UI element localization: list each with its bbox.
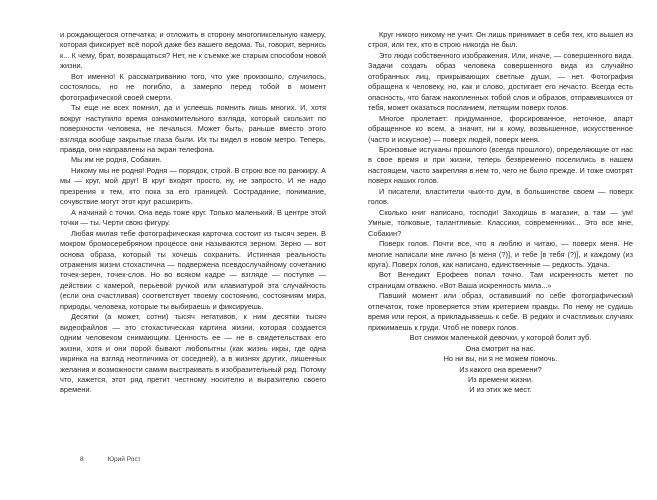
left-page [60,30,326,396]
right-paragraph-4: Бронзовые истуканы прошлого (всегда прошлого), определяющие от нас в свое время и при жизни, теперь безвременно поселились в нашем настоящем, часто закрепляя в нем то, чего не было прежде. И тоже смотрят поверх наших голов. [368,144,633,186]
page-footer [80,456,141,463]
poem-line-2: Она смотрит на нас. [465,343,536,353]
left-paragraph-1: и рождающегося отпечатка; и отложить в сторону многопиксельную камеру, которая фиксирует всё порой даже без вашего ведома. Ты, говорит, вернись к... К чему, брат, возвращаться? Нет, не к съемке же старым способом новой жизни. [60,30,326,71]
right-paragraph-7: Поверх голов. Почти все, что я люблю и читаю, — поверх меня. Не многие написали мне лично [в меня (?)], и тебе [в тебя (?)], и каждому (из круга). Поверх голов, как написано, единственные — редкость. Удача. [368,239,633,269]
poem-line-5: Из времени жизни. [467,374,534,384]
right-page [368,30,633,396]
right-paragraph-2: Это люди собственного изображения. Или, иначе, — совершенного вида. Задачи создать образ человека совершенного вида из случайно отобранных лиц, прикрывающих светлые души, — нет. Фотография обращена к человеку, но, как и слово, достигает его нечасто. Всегда есть опасность, что багаж накопленных тобой слов и образов, отправившихся от тебя, может оказаться посланием, летящим поверх голов. [368,50,633,113]
right-paragraph-6: Сколько книг написано, господи! Заходишь в магазин, а там — ум! Умные, толковые, талантливые. Классики, современники... Это все мне, Собакин? [368,207,633,238]
right-paragraph-3: Многое пролетает: придуманное, форсированное, неточное, апарт обращенное ко всем, а значит, ни к кому, возвышенное, искусственное (часто и искусное) — поверх людей, поверх меня. [368,113,633,144]
left-paragraph-6: А начинай с точки. Она ведь тоже круг. Только маленький. В центре этой точки — ты. Черти свою фигуру. [60,207,326,228]
left-paragraph-2: Вот именно! К рассматриванию того, что уже произошло, случилось, состоялось, но не погибло, а замерло перед тобой в момент фотографической своей смерти. [60,71,326,102]
right-paragraph-9: Павший момент или образ, оставивший по себе фотографический отпечаток, тоже проверяется этим критерием правды. По нему не судишь время или героя, а прикладываешь к себе. В редких и счастливых случаях прижимаешь к груди. Чтоб не поверх голов. [368,291,633,332]
page-number: 8 [80,456,84,463]
left-paragraph-8: Десятки (а может, сотни) тысяч негативов, к ним десятки тысяч видеофайлов — это стохастическая картина жизни, которая создается одним человеком снимающим. Ценность ее — не в свидетельствах его жизни, хотя и они порой бывают любопытны (как жизнь икры, где одна икринка на взгляд неотличима от соседней), а в жизнях других, лишенных желания и возможности самим выстраивать в изобразительный ряд. Потому что, кажется, этот ряд претит честному носителю и выразителю своего времени. [60,312,326,395]
left-paragraph-3: Ты еще не всех помнил, да и успеешь помнить лишь многих. И, хотя вокруг наступило время ознакомительного взгляда, который скользит по поверхности человека, не печалься. Может быть, раньше вместо этого взгляда вообще закрытые глаза были. Их ты видел в новом метро. Теперь, правда, они направлены на экран телефона. [60,103,326,154]
poem-line-4: Из какого она времени? [459,364,542,374]
right-paragraph-5: И писатели, властители чьих-то дум, в большинстве своем — поверх голов. [368,186,633,207]
left-paragraph-4: Мы им не родня, Собакин. [71,155,162,165]
poem-line-6: И из этих же мест. [469,385,532,395]
right-paragraph-1: Круг никого никому не учит. Он лишь принимает в себя тех, кто вышел из строя, или тех, кто в строю никогда не был. [368,30,633,50]
right-paragraph-8: Вот Венедикт Ерофеев попал точно. Там искренность метет по страницам отважно. «Вот Ваша искренность мила...» [368,270,633,290]
poem-line-1: Вот снимок маленькой девочки, у которой болит зуб. [409,333,592,343]
running-author: Юрий Рост [107,456,141,463]
poem-line-3: Но ни вы, ни я не можем помочь. [443,354,558,364]
left-paragraph-5: Никому мы не родня! Родня — порядок, строй. В строю все по ранжиру. А мы — круг, мой друг! В круг входят просто, ну, не запросто. И не надо презрения к тем, кто пока за его границей. Сострадание, понимание, сочувствие могут этот круг расширить. [60,165,326,207]
left-paragraph-7: Любая милая тебе фотографическая карточка состоит из тысяч зерен. В мокром бромосеребряном процессе они называются зерном. Зерно — вот основа образа, который ты хочешь сохранить. Истинная реальность отражения жизни стохастична — подвержена псевдослучайному сочетанию точек-зерен, точек-слов. Но во всяком кадре — взгляде — поступке — действии с камерой, перьевой ручкой или клавиатурой эта случайность (если она счастливая) соответствует твоему состоянию, состояниям мира, природы, человека, которые ты выбираешь и фиксируешь. [60,228,326,311]
